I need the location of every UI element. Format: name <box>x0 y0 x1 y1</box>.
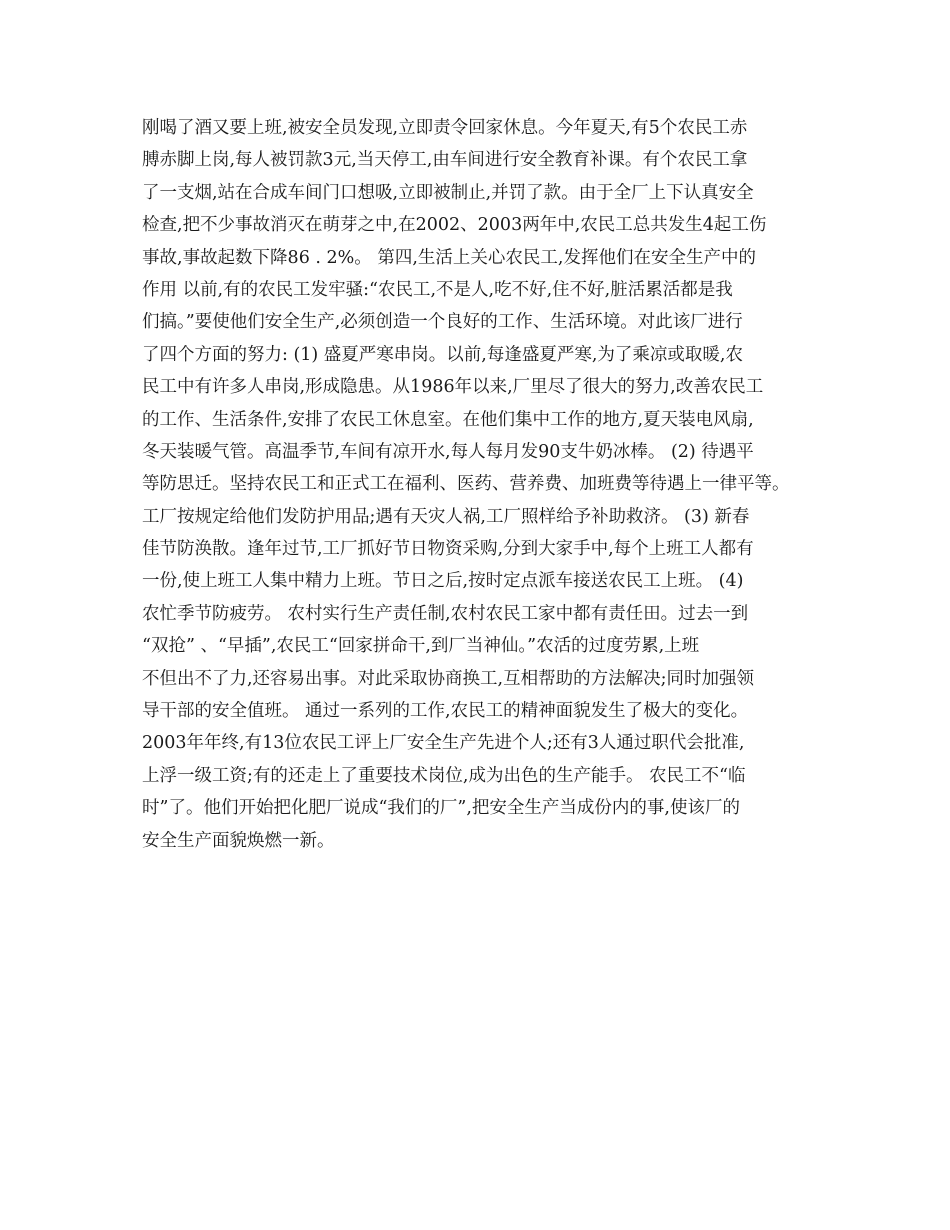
text-line: 不但出不了力,还容易出事。对此采取协商换工,互相帮助的方法解决;同时加强领 <box>142 668 755 689</box>
text-line: 佳节防涣散。逢年过节,工厂抓好节日物资采购,分到大家手中,每个上班工人都有 <box>142 539 754 560</box>
text-line: 安全生产面貌焕燃一新。 <box>142 830 335 851</box>
text-line: 工厂按规定给他们发防护用品;遇有天灾人祸,工厂照样给予补助救济。 (3) 新春 <box>142 506 750 527</box>
text-line: 一份,使上班工人集中精力上班。节日之后,按时定点派车接送农民工上班。 (4) <box>142 571 744 592</box>
text-line: “双抢” 、“早插”,农民工“回家拼命干,到厂当神仙。”农活的过度劳累,上班 <box>142 636 700 657</box>
text-line: 检查,把不少事故消灭在萌芽之中,在2002、2003两年中,农民工总共发生4起工伤 <box>142 215 767 236</box>
text-line: 农忙季节防疲劳。 农村实行生产责任制,农村农民工家中都有责任田。过去一到 <box>142 603 749 624</box>
text-line: 作用 以前,有的农民工发牢骚:“农民工,不是人,吃不好,住不好,脏活累活都是我 <box>142 279 733 300</box>
text-line: 们搞。”要使他们安全生产,必须创造一个良好的工作、生活环境。对此该厂进行 <box>142 312 743 333</box>
text-line: 等防思迁。坚持农民工和正式工在福利、医药、营养费、加班费等待遇上一律平等。 <box>142 474 790 495</box>
text-line: 的工作、生活条件,安排了农民工休息室。在他们集中工作的地方,夏天装电风扇, <box>142 409 754 430</box>
text-line: 膊赤脚上岗,每人被罚款3元,当天停工,由车间进行安全教育补课。有个农民工拿 <box>142 150 748 171</box>
text-line: 了四个方面的努力: (1) 盛夏严寒串岗。以前,每逢盛夏严寒,为了乘凉或取暖,农 <box>142 344 743 365</box>
text-line: 2003年年终,有13位农民工评上厂安全生产先进个人;还有3人通过职代会批准, <box>142 733 745 754</box>
text-line: 刚喝了酒又要上班,被安全员发现,立即责令回家休息。今年夏天,有5个农民工赤 <box>142 118 748 138</box>
text-line: 了一支烟,站在合成车间门口想吸,立即被制止,并罚了款。由于全厂上下认真安全 <box>142 182 754 203</box>
text-line: 事故,事故起数下降86 . 2%。 第四,生活上关心农民工,发挥他们在安全生产中的 <box>142 247 756 268</box>
body-text <box>142 112 832 857</box>
text-line: 导干部的安全值班。 通过一系列的工作,农民工的精神面貌发生了极大的变化。 <box>142 701 749 722</box>
text-line: 上浮一级工资;有的还走上了重要技术岗位,成为出色的生产能手。 农民工不“临 <box>142 765 746 786</box>
text-line: 冬天装暖气管。高温季节,车间有凉开水,每人每月发90支牛奶冰棒。 (2) 待遇平 <box>142 441 754 462</box>
text-line: 民工中有许多人串岗,形成隐患。从1986年以来,厂里尽了很大的努力,改善农民工 <box>142 377 764 398</box>
text-line: 时”了。他们开始把化肥厂说成“我们的厂”,把安全生产当成份内的事,使该厂的 <box>142 798 740 819</box>
